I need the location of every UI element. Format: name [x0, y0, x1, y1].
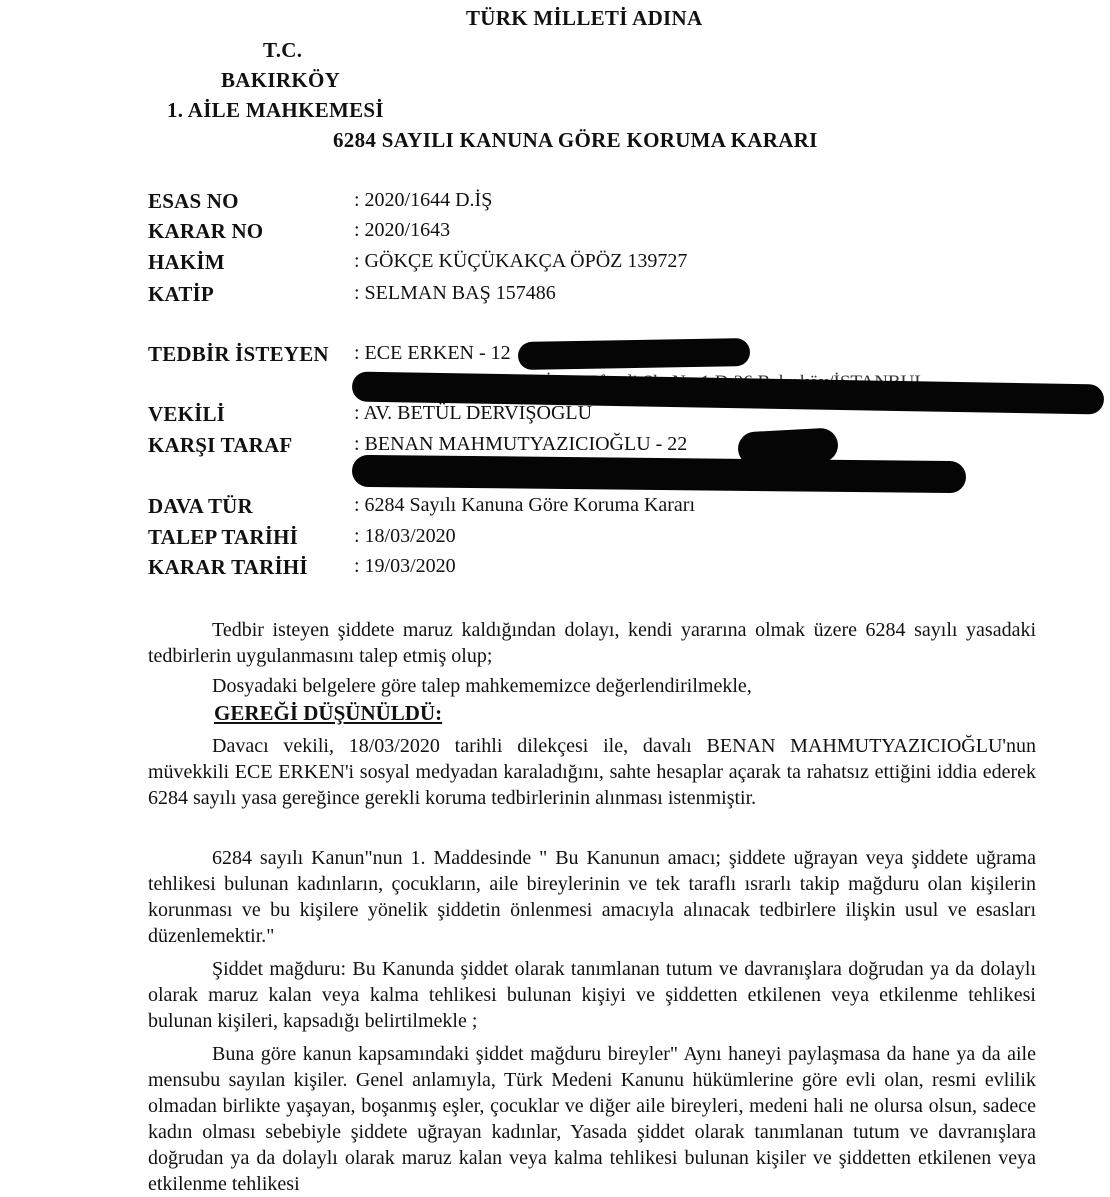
katip-value: : SELMAN BAŞ 157486: [354, 282, 556, 304]
paragraph-2: Dosyadaki belgelere göre talep mahkememizce değerlendirilmekle,: [212, 675, 752, 697]
tedbir-value: : ECE ERKEN - 12: [354, 342, 511, 364]
talep-tarihi-value: : 18/03/2020: [354, 525, 456, 547]
redaction-mark: [518, 338, 750, 370]
dava-tur-label: DAVA TÜR: [148, 494, 253, 518]
decision-title: 6284 SAYILI KANUNA GÖRE KORUMA KARARI: [333, 128, 818, 152]
redaction-mark: [352, 455, 966, 493]
tedbir-label: TEDBİR İSTEYEN: [148, 342, 329, 366]
karar-no-label: KARAR NO: [148, 219, 264, 243]
paragraph-4: 6284 sayılı Kanun"nun 1. Maddesinde " Bu Kanunun amacı; şiddete uğrayan veya şiddete uğrama tehlikesi bulunan kadınların, çocukların, aile bireylerinin ve tek taraflı ısrarlı takip mağduru olan kişilerin korunması ve bu kişilere yönelik şiddetin önlenmesi amacıyla alınacak tedbirlere ilişkin usul ve esasları düzenlemektir.": [148, 847, 1036, 947]
paragraph-6: Buna göre kanun kapsamındaki şiddet mağduru bireyler" Aynı haneyi paylaşmasa da hane ya da aile mensubu sayılan kişiler. Genel anlamıyla, Türk Medeni Kanunu hükümlerine göre evli olan, resmi evlilik olmadan birlikte yaşayan, boşanmış eşler, çocuklar ve diğer aile bireyleri, medeni hali ne olursa olsun, sadece kadın olması sebebiyle şiddete uğrayan kadınlar, Yasada şiddet olarak tanımlanan tutum ve davranışlara doğrudan ya da dolaylı olarak maruz kalan veya kalma tehlikesi bulunan kişiler ve şiddetten etkilenen veya etkilenme tehlikesi: [148, 1043, 1036, 1195]
esas-value: : 2020/1644 D.İŞ: [354, 189, 493, 211]
paragraph-1: Tedbir isteyen şiddete maruz kaldığından dolayı, kendi yararına olmak üzere 6284 sayılı yasadaki tedbirlerin uygulanmasını talep etmiş olup;: [148, 619, 1036, 667]
esas-label: ESAS NO: [148, 189, 239, 213]
karar-no-value: : 2020/1643: [354, 219, 451, 241]
section-heading: GEREĞİ DÜŞÜNÜLDÜ:: [214, 701, 443, 725]
katip-label: KATİP: [148, 282, 214, 306]
paragraph-3: Davacı vekili, 18/03/2020 tarihli dilekçesi ile, davalı BENAN MAHMUTYAZICIOĞLU'nun müvekkili ECE ERKEN'i sosyal medyadan karaladığını, sahte hesaplar açarak ta rahatsız ettiğini iddia ederek 6284 sayılı yasa gereğince gerekli koruma tedbirlerinin alınması istenmiştir.: [148, 735, 1036, 809]
karar-tarihi-label: KARAR TARİHİ: [148, 555, 308, 579]
nation-heading: TÜRK MİLLETİ ADINA: [466, 6, 703, 30]
hakim-value: : GÖKÇE KÜÇÜKAKÇA ÖPÖZ 139727: [354, 250, 688, 272]
karsi-taraf-label: KARŞI TARAF: [148, 433, 293, 457]
vekil-label: VEKİLİ: [148, 402, 226, 426]
karar-tarihi-value: : 19/03/2020: [354, 555, 456, 577]
paragraph-5: Şiddet mağduru: Bu Kanunda şiddet olarak tanımlanan tutum ve davranışlara doğrudan ya da dolaylı olarak maruz kalan veya kalma tehlikesi bulunan kişiyi ve şiddetten etkilenen veya etkilenme tehlikesi bulunan kişileri, kapsadığı belirtilmekle ;: [148, 958, 1036, 1032]
court-heading: 1. AİLE MAHKEMESİ: [167, 98, 384, 122]
karsi-taraf-value: : BENAN MAHMUTYAZICIOĞLU - 22: [354, 433, 688, 455]
city-heading: BAKIRKÖY: [221, 68, 341, 92]
dava-tur-value: : 6284 Sayılı Kanuna Göre Koruma Kararı: [354, 494, 696, 516]
talep-tarihi-label: TALEP TARİHİ: [148, 525, 299, 549]
hakim-label: HAKİM: [148, 250, 225, 274]
tc-heading: T.C.: [263, 38, 303, 62]
vekil-value: : AV. BETÜL DERVİŞOĞLU: [354, 402, 593, 424]
